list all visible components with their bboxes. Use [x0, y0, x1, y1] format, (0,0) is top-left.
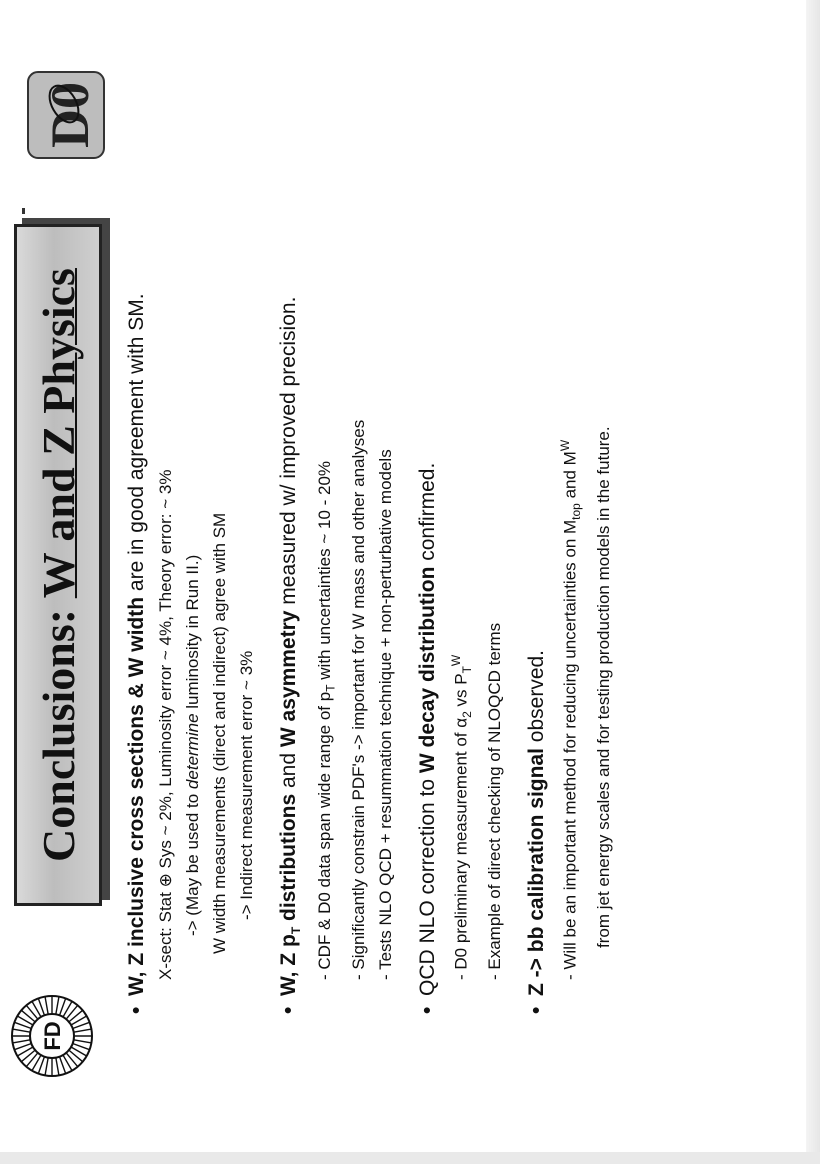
bullet-1-text: are in good agreement with SM. — [125, 293, 148, 597]
line-text: and M — [560, 451, 580, 504]
bullet-3-text: QCD NLO correction to — [415, 773, 439, 996]
bullet-2-emphasis: distributions — [277, 793, 300, 927]
svg-text:D0: D0 — [40, 82, 100, 148]
bullet-2 — [274, 34, 311, 1014]
bullet-4-line-2: from jet energy scales and for testing production models in the future. — [593, 426, 613, 948]
bullet-3-emphasis: W decay distribution — [415, 566, 439, 774]
bullet-1-emphasis: W, Z inclusive cross sections & W width — [125, 596, 148, 996]
bullet-1 — [122, 34, 152, 1014]
logo-spoke — [56, 1058, 59, 1076]
subscript: top — [568, 503, 583, 520]
fermilab-logo — [8, 992, 96, 1080]
bullet-2-line-1 — [311, 34, 344, 1014]
bullet-marker: • — [415, 1006, 439, 1014]
superscript: W — [557, 439, 572, 452]
logo-spoke — [45, 1058, 48, 1076]
bullet-1-line-1: X-sect: Stat ⊕ Sys ~ 2%, Luminosity error ~ 4%, Theory error: ~ 3% — [156, 469, 175, 980]
bullet-4-text: observed. — [524, 649, 548, 749]
bullet-1-line-4: -> Indirect measurement error ~ 3% — [237, 650, 256, 920]
bullet-marker: • — [277, 1006, 300, 1014]
logo-spoke — [56, 997, 59, 1015]
bullet-2-emphasis: W asymmetry — [277, 610, 300, 748]
subscript: 2 — [459, 711, 474, 718]
bullet-marker: • — [125, 1006, 148, 1014]
title-main: W and Z Physics — [32, 268, 84, 599]
line-text: -> (May be used to — [183, 789, 202, 936]
bullet-2-text: and — [277, 747, 300, 794]
line-text: luminosity in Run II.) — [183, 554, 202, 714]
slide-title — [14, 224, 102, 906]
d0-logo — [20, 68, 112, 162]
bullet-1-line-2 — [179, 34, 206, 1014]
bullet-2-emphasis: W, Z p — [277, 934, 300, 996]
bullet-3 — [413, 34, 443, 1014]
superscript: W — [448, 654, 463, 667]
bullet-marker: • — [524, 1006, 548, 1014]
slide-content — [122, 34, 617, 1014]
subscript: T — [289, 926, 304, 935]
line-text: with uncertainties ~ 10 - 20% — [315, 460, 335, 685]
line-text: - D0 preliminary measurement of α — [451, 717, 471, 980]
bullet-1-line-3: W width measurements (direct and indirect) agree with SM — [210, 512, 229, 954]
line-text: vs P — [451, 673, 471, 712]
svg-text:FD: FD — [40, 1021, 65, 1051]
bullet-2-line-2: - Significantly constrain PDF's -> important for W mass and other analyses — [348, 419, 368, 980]
logo-spoke — [74, 1040, 92, 1043]
logo-spoke — [45, 997, 48, 1015]
line-text: - Will be an important method for reducing uncertainties on M — [560, 519, 580, 980]
bullet-4 — [522, 34, 552, 1014]
bullet-2-line-3: - Tests NLO QCD + resummation technique + non-perturbative models — [375, 449, 395, 980]
title-prefix: Conclusions: — [32, 608, 84, 862]
bullet-3-line-2: - Example of direct checking of NLOQCD terms — [484, 622, 504, 980]
bullet-3-line-1 — [443, 34, 481, 1014]
bullet-2-text: measured w/ improved precision. — [277, 296, 300, 611]
bullet-4-emphasis: Z -> bb calibration signal — [524, 748, 548, 996]
logo-spoke — [13, 1029, 31, 1032]
logo-spoke — [74, 1029, 92, 1032]
bullet-4-line-1 — [552, 34, 590, 1014]
line-emphasis: determine — [183, 713, 202, 790]
subscript: T — [459, 666, 474, 674]
subscript: T — [323, 684, 338, 692]
bullet-3-text: confirmed. — [415, 462, 439, 567]
line-text: - CDF & D0 data span wide range of p — [315, 691, 335, 980]
logo-spoke — [13, 1040, 31, 1043]
